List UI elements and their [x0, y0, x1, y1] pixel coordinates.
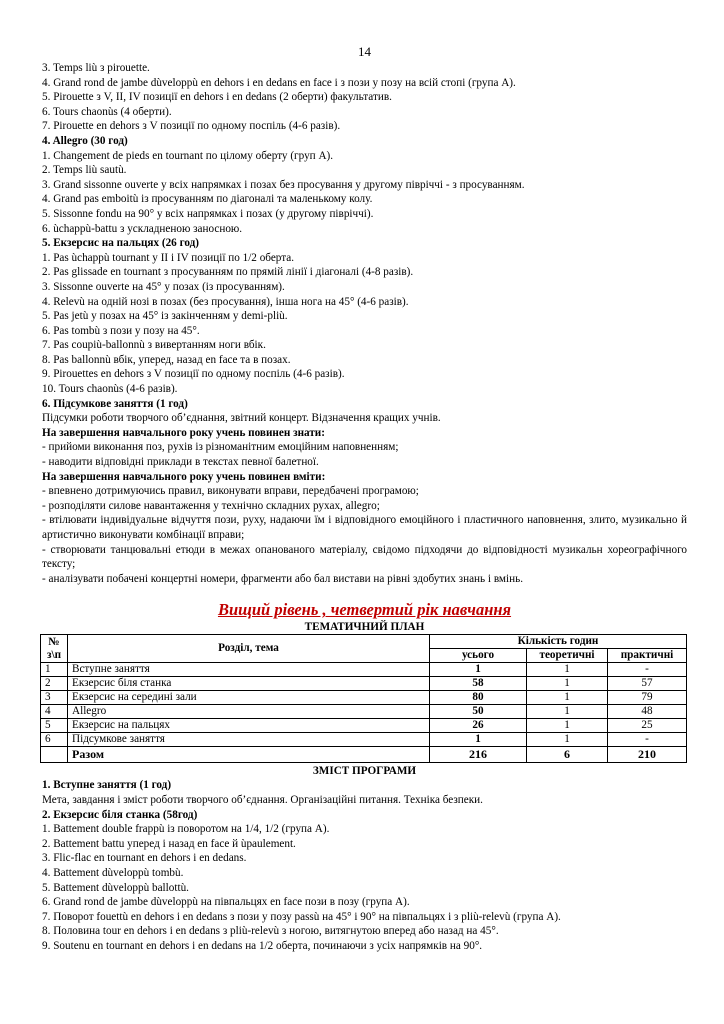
text-line: Підсумки роботи творчого об’єднання, звітний концерт. Відзначення кращих учнів. — [42, 412, 441, 425]
text-line: 5. Battement dùveloppù ballottù. — [42, 881, 189, 894]
row-total: 26 — [430, 719, 527, 733]
row-total: 50 — [430, 705, 527, 719]
header-practice: практичні — [608, 649, 687, 663]
row-total: 1 — [430, 663, 527, 677]
row-number: 6 — [41, 733, 68, 747]
section-heading: 4. Allegro (30 год) — [42, 134, 128, 147]
text-line: 3. Temps liù з pirouette. — [42, 62, 150, 74]
header-total: усього — [430, 649, 527, 663]
row-theory: 1 — [527, 677, 608, 691]
section-heading: 2. Екзерсис біля станка (58год) — [42, 808, 198, 821]
row-practice: 57 — [608, 677, 687, 691]
section-heading: На завершення навчального року учень повинен вміти: — [42, 470, 326, 483]
header-number: № з\п — [41, 635, 68, 663]
row-number: 4 — [41, 705, 68, 719]
text-line: 6. ùchappù-battu з ускладненою заносною. — [42, 222, 243, 235]
table-row — [41, 677, 687, 691]
row-topic: Екзерсис біля станка — [68, 677, 430, 691]
text-line: 8. Половина tour en dehors і en dedans з pliù-relevù з ногою, витягнутою вперед або назад на 45°. — [42, 925, 499, 938]
skill-paragraph: - створювати танцювальні етюди в межах опанованого матеріалу, свідомо підходячи до відповідності музикальн хореографічного тексту; — [42, 543, 687, 571]
row-theory: 1 — [527, 691, 608, 705]
page-number: 14 — [358, 44, 371, 59]
program-text-block-1 — [42, 61, 687, 513]
table-total-row — [41, 747, 687, 763]
text-line: - розподіляти силове навантаження у технічно складних рухах, allegro; — [42, 499, 380, 512]
skill-paragraph: - втілювати індивідуальне відчуття пози, руху, надаючи їм і відповідного емоційного і пластичного наповнення, злито, музикально й артистично виконувати комбінації вправи; — [42, 514, 687, 541]
row-theory: 1 — [527, 719, 608, 733]
header-hours: Кількість годин — [430, 635, 687, 649]
section-heading: На завершення навчального року учень повинен знати: — [42, 426, 325, 439]
section-heading: 5. Екзерсис на пальцях (26 год) — [42, 237, 200, 250]
row-total: 1 — [430, 733, 527, 747]
header-topic: Розділ, тема — [68, 635, 430, 663]
text-line: 4. Grand pas emboitù із просуванням по діагоналі та маленькому колу. — [42, 193, 373, 206]
text-line: - прийоми виконання поз, рухів із різноманітним емоційним наповненням; — [42, 441, 399, 454]
text-line: 5. Pirouette з V, II, IV позиції en dehors і en dedans (2 оберти) факультатив. — [42, 91, 392, 104]
row-topic: Підсумкове заняття — [68, 733, 430, 747]
text-line: 6. Tours chaonùs (4 оберти). — [42, 105, 172, 118]
text-line: 4. Grand rond de jambe dùveloppù en dehors і en dedans en face і з пози у позу на всій стопі (група А). — [42, 76, 516, 89]
table-row — [41, 691, 687, 705]
row-practice: 48 — [608, 705, 687, 719]
content-title: ЗМІСТ ПРОГРАМИ — [312, 765, 417, 778]
row-topic: Екзерсис на пальцях — [68, 719, 430, 733]
text-line: 5. Sissonne fondu на 90° у всіх напрямках і позах (у другому півріччі). — [42, 207, 374, 220]
section-heading: 1. Вступне заняття (1 год) — [42, 779, 172, 792]
row-theory: 1 — [527, 733, 608, 747]
text-line: Мета, завдання і зміст роботи творчого об’єднання. Організаційні питання. Техніка безпеки. — [42, 793, 483, 806]
row-number: 1 — [41, 663, 68, 677]
row-theory: 1 — [527, 705, 608, 719]
skill-line: - аналізувати побачені концертні номери, фрагменти або бал вистави на рівні здобутих знань і вмінь. — [42, 572, 523, 585]
text-line: 4. Battement dùveloppù tombù. — [42, 866, 184, 879]
text-line: 6. Pas tombù з пози у позу на 45°. — [42, 324, 200, 337]
text-line: 5. Pas jetù у позах на 45° із закінченням у demi-pliù. — [42, 310, 288, 323]
text-line: 8. Pas ballonnù вбік, уперед, назад en face та в позах. — [42, 353, 291, 366]
total-label: Разом — [68, 747, 430, 763]
header-theory: теоретичні — [527, 649, 608, 663]
row-practice: - — [608, 663, 687, 677]
row-topic: Allegro — [68, 705, 430, 719]
program-text-block-2 — [42, 778, 687, 953]
table-row — [41, 663, 687, 677]
text-line: 10. Tours chaonùs (4-6 разів). — [42, 383, 178, 396]
text-line: 3. Grand sissonne ouverte у всіх напрямках і позах без просування у другому півріччі - з просуванням. — [42, 178, 525, 191]
row-topic: Екзерсис на середині зали — [68, 691, 430, 705]
thematic-plan-table — [40, 634, 687, 763]
row-total: 58 — [430, 677, 527, 691]
row-number: 2 — [41, 677, 68, 691]
row-theory: 1 — [527, 663, 608, 677]
text-line: 7. Pas coupiù-ballonnù з вивертанням ноги вбік. — [42, 339, 266, 352]
row-practice: 25 — [608, 719, 687, 733]
row-number: 3 — [41, 691, 68, 705]
text-line: 1. Pas ùchappù tournant у II і IV позиції по 1/2 оберта. — [42, 251, 295, 264]
row-topic: Вступне заняття — [68, 663, 430, 677]
text-line: 9. Pirouettes en dehors з V позиції по одному поспіль (4-6 разів). — [42, 368, 345, 381]
total-total: 216 — [430, 747, 527, 763]
row-number: 5 — [41, 719, 68, 733]
text-line: 9. Soutenu en tournant en dehors і en dedans на 1/2 оберта, починаючи з усіх напрямків на 90°. — [42, 939, 483, 952]
table-row — [41, 705, 687, 719]
text-line: 2. Pas glissade en tournant з просуванням по прямій лінії і діагоналі (4-8 разів). — [42, 266, 414, 279]
text-line: - впевнено дотримуючись правил, виконувати вправи, передбачені програмою; — [42, 485, 419, 498]
section-heading: 6. Підсумкове заняття (1 год) — [42, 397, 188, 410]
text-line: 3. Flic-flac en tournant en dehors і en dedans. — [42, 852, 247, 865]
table-row — [41, 733, 687, 747]
row-practice: 79 — [608, 691, 687, 705]
section-title: Вищий рівень , четвертий рік навчання — [217, 600, 512, 620]
text-line: 7. Поворот fouettù en dehors і en dedans з пози у позу passù на 45° і 90° на півпальцях і з pliù-relevù (група А). — [42, 910, 561, 923]
text-line: 1. Changement de pieds en tournant по цілому оберту (груп А). — [42, 149, 334, 162]
row-total: 80 — [430, 691, 527, 705]
plan-title: ТЕМАТИЧНИЙ ПЛАН — [304, 621, 425, 634]
table-row — [41, 719, 687, 733]
text-line: 6. Grand rond de jambe dùveloppù на півпальцях en face пози в позу (група А). — [42, 896, 410, 909]
text-line: 1. Battement double frappù із поворотом на 1/4, 1/2 (група А). — [42, 823, 330, 836]
document-page — [42, 44, 687, 954]
total-theory: 6 — [527, 747, 608, 763]
text-line: - наводити відповідні приклади в текстах певної балетної. — [42, 456, 319, 469]
text-line: 4. Relevù на одній нозі в позах (без просування), інша нога на 45° (4-6 разів). — [42, 295, 409, 308]
text-line: 7. Pirouette en dehors з V позиції по одному поспіль (4-6 разів). — [42, 120, 341, 133]
row-practice: - — [608, 733, 687, 747]
total-practice: 210 — [608, 747, 687, 763]
text-line: 2. Temps liù sautù. — [42, 164, 127, 177]
text-line: 2. Battement battu уперед і назад en face й ùpaulement. — [42, 837, 296, 850]
text-line: 3. Sissonne ouverte на 45° у позах (із просуванням). — [42, 280, 285, 293]
